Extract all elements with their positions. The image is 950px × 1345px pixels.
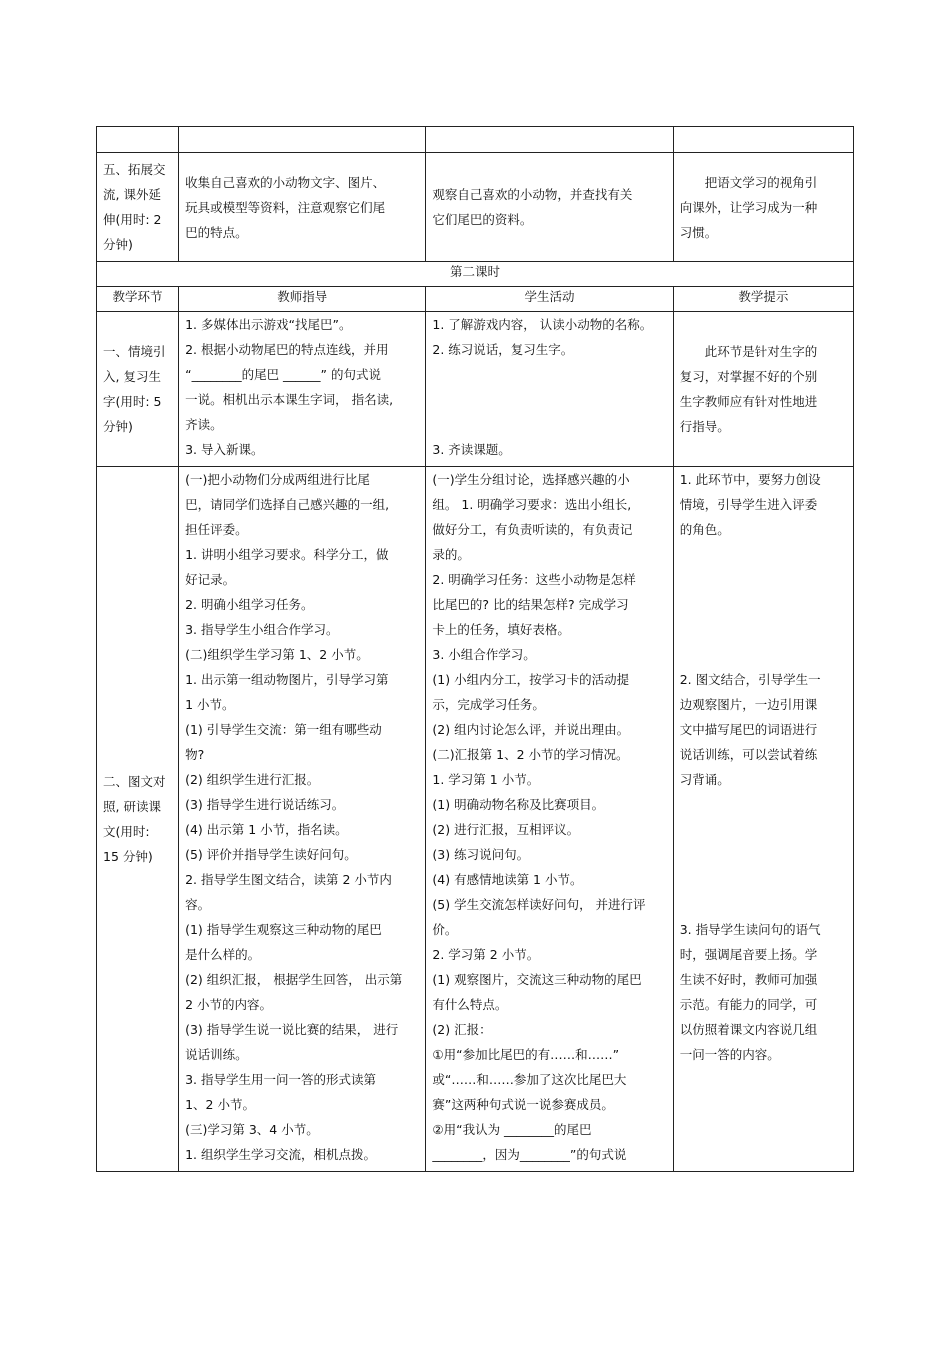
text-line: 行指导。 (679, 419, 730, 434)
text-line: 1. 了解游戏内容， 认读小动物的名称。 (432, 317, 653, 332)
teaching-tips-text (674, 166, 853, 249)
text-line: 3. 小组合作学习。 (432, 647, 536, 662)
text-line (680, 842, 847, 867)
text-line (680, 867, 847, 892)
text-line: 伸(用时: 2 (103, 212, 162, 227)
stage-text (97, 765, 178, 873)
student-cell (426, 312, 673, 467)
text-line: (三)学习第 3、4 小节。 (185, 1122, 319, 1137)
text-line: 做好分工，有负责听读的，有负责记 (432, 522, 633, 537)
text-line: (一)把小动物们分成两组进行比尾 (185, 472, 370, 487)
text-line: “________的尾巴 ______” 的句式说 (185, 367, 381, 382)
empty-top-row (97, 127, 854, 153)
text-line: 1. 组织学生学习交流，相机点拨。 (185, 1147, 376, 1162)
text-line: 文中描写尾巴的词语进行 (679, 722, 818, 737)
header-row (97, 287, 854, 312)
text-line: 五、拓展交 (103, 162, 166, 177)
lesson-2-title: 第二课时 (97, 262, 854, 287)
text-line (680, 567, 847, 592)
student-cell (426, 153, 673, 262)
text-line: 1. 讲明小组学习要求。科学分工，做 (185, 547, 389, 562)
text-line: 入, 复习生 (103, 369, 161, 384)
text-line: 时，强调尾音要上扬。学 (679, 947, 818, 962)
stage-text (97, 335, 178, 443)
text-line: 向课外，让学习成为一种 (679, 199, 818, 215)
text-line: 一、情境引 (103, 344, 166, 359)
text-line: (2) 组内讨论怎么评，并说出理由。 (432, 722, 630, 737)
empty-cell (673, 127, 853, 153)
text-line: (二)汇报第 1、2 小节的学习情况。 (432, 747, 629, 762)
text-line: 示范。有能力的同学，可 (679, 997, 818, 1012)
text-line: 字(用时: 5 (103, 394, 162, 409)
section-5-row (97, 153, 854, 262)
text-line: (4) 出示第 1 小节，指名读。 (185, 822, 348, 837)
text-line: 2. 明确小组学习任务。 (185, 597, 314, 612)
text-line: 说话训练。 (185, 1047, 248, 1062)
text-line: 比尾巴的? 比的结果怎样? 完成学习 (432, 597, 629, 612)
text-line: 15 分钟) (103, 849, 153, 864)
text-line: 2. 明确学习任务：这些小动物是怎样 (432, 572, 636, 587)
text-line: 习背诵。 (679, 772, 730, 787)
header-tips: 教学提示 (673, 287, 853, 312)
student-activity-text (426, 178, 672, 236)
text-line: 担任评委。 (185, 522, 248, 537)
text-line (680, 542, 847, 567)
student-activity-text (426, 467, 672, 1171)
empty-cell (97, 127, 179, 153)
text-line: ②用“我认为 ________的尾巴 (432, 1122, 592, 1137)
text-line: (一)学生分组讨论，选择感兴趣的小 (432, 472, 630, 487)
text-line: 物? (185, 747, 205, 762)
text-line: 或“……和……参加了这次比尾巴大 (432, 1072, 627, 1087)
text-line: (1) 引导学生交流：第一组有哪些动 (185, 722, 382, 737)
text-line: 是什么样的。 (185, 947, 261, 962)
text-line: (2) 汇报： (432, 1022, 492, 1037)
teacher-cell (179, 467, 426, 1172)
text-line: 1. 多媒体出示游戏“找尾巴”。 (185, 317, 352, 332)
text-line: (1) 指导学生观察这三种动物的尾巴 (185, 922, 382, 937)
text-line: (二)组织学生学习第 1、2 小节。 (185, 647, 369, 662)
text-line: 有什么特点。 (432, 997, 508, 1012)
student-cell (426, 467, 673, 1172)
text-line: 边观察图片，一边引用课 (679, 697, 818, 712)
section-1-row (97, 312, 854, 467)
text-line: 1. 学习第 1 小节。 (432, 772, 540, 787)
text-line: 说话训练，可以尝试着练 (679, 747, 818, 762)
text-line: (2) 组织汇报， 根据学生回答， 出示第 (185, 972, 403, 987)
text-line: 3. 指导学生读问句的语气 (679, 922, 821, 937)
text-line: 生字教师应有针对性地进 (679, 394, 818, 409)
text-line: 巴，请同学们选择自己感兴趣的一组, (185, 497, 390, 512)
text-line: 分钟) (103, 419, 133, 434)
text-line: (4) 有感情地读第 1 小节。 (432, 872, 583, 887)
tips-cell (673, 467, 853, 1172)
header-stage: 教学环节 (97, 287, 179, 312)
text-line: 的角色。 (679, 522, 730, 537)
text-line: 好记录。 (185, 572, 236, 587)
text-line: 价。 (432, 922, 458, 937)
text-line: 3. 指导学生小组合作学习。 (185, 622, 339, 637)
teacher-guidance-text (179, 312, 425, 466)
text-line (680, 617, 847, 642)
text-line: (1) 小组内分工，按学习卡的活动提 (432, 672, 630, 687)
text-line (680, 817, 847, 842)
text-line: 2. 学习第 2 小节。 (432, 947, 540, 962)
text-line (680, 642, 847, 667)
teacher-cell (179, 312, 426, 467)
stage-cell (97, 312, 179, 467)
text-line: 习惯。 (679, 224, 718, 240)
text-line: (2) 组织学生进行汇报。 (185, 772, 320, 787)
text-line: 1 小节。 (185, 697, 235, 712)
text-line: 齐读。 (185, 417, 223, 432)
text-line: 3. 指导学生用一问一答的形式读第 (185, 1072, 376, 1087)
text-line: 玩具或模型等资料，注意观察它们尾 (185, 199, 386, 215)
tips-cell (673, 153, 853, 262)
lesson-2-title-row (97, 262, 854, 287)
stage-cell (97, 467, 179, 1172)
text-line: 赛”这两种句式说一说参赛成员。 (432, 1097, 614, 1112)
text-line: 3. 齐读课题。 (432, 442, 511, 457)
teaching-tips-text (674, 467, 853, 1071)
text-line: (5) 学生交流怎样读好问句， 并进行评 (432, 897, 646, 912)
stage-text (97, 153, 178, 261)
stage-cell (97, 153, 179, 262)
text-line: ①用“参加比尾巴的有……和……” (432, 1047, 620, 1062)
text-line: 流, 课外延 (103, 187, 161, 202)
text-line: 此环节是针对生字的 (704, 344, 818, 359)
text-line: 生读不好时，教师可加强 (679, 972, 818, 987)
text-line: 一问一答的内容。 (679, 1047, 780, 1062)
text-line: 情境，引导学生进入评委 (679, 497, 818, 512)
text-line: 观察自己喜欢的小动物，并查找有关 (432, 187, 633, 202)
text-line: 2. 图文结合，引导学生一 (679, 672, 821, 687)
text-line (680, 592, 847, 617)
text-line: ________，因为________”的句式说 (432, 1147, 627, 1162)
empty-cell (179, 127, 426, 153)
text-line: (1) 明确动物名称及比赛项目。 (432, 797, 605, 812)
text-line: 2. 根据小动物尾巴的特点连线，并用 (185, 342, 389, 357)
empty-cell (426, 127, 673, 153)
teacher-guidance-text (179, 166, 425, 249)
text-line: 把语文学习的视角引 (704, 174, 818, 190)
lesson-plan-table (96, 126, 854, 1172)
student-activity-text (426, 312, 672, 466)
teacher-guidance-text (179, 467, 425, 1171)
section-2-row (97, 467, 854, 1172)
text-line: 2. 指导学生图文结合，读第 2 小节内 (185, 872, 392, 887)
text-line (432, 412, 666, 437)
teaching-tips-text (674, 335, 853, 443)
text-line (680, 892, 847, 917)
teacher-cell (179, 153, 426, 262)
text-line: 录的。 (432, 547, 470, 562)
text-line: 复习，对掌握不好的个别 (679, 369, 818, 384)
text-line: 3. 导入新课。 (185, 442, 264, 457)
text-line: 分钟) (103, 237, 133, 252)
text-line: (1) 观察图片，交流这三种动物的尾巴 (432, 972, 642, 987)
text-line: 文(用时: (103, 824, 150, 839)
text-line: 它们尾巴的资料。 (432, 212, 533, 227)
text-line: 容。 (185, 897, 211, 912)
text-line: 以仿照着课文内容说几组 (679, 1022, 818, 1037)
text-line: 巴的特点。 (185, 224, 248, 240)
text-line: 1. 出示第一组动物图片，引导学习第 (185, 672, 389, 687)
text-line (680, 792, 847, 817)
text-line: (3) 指导学生进行说话练习。 (185, 797, 345, 812)
text-line (432, 362, 666, 387)
text-line: 组。 1. 明确学习要求：选出小组长, (432, 497, 632, 512)
text-line: 收集自己喜欢的小动物文字、图片、 (185, 174, 386, 190)
text-line: (2) 进行汇报，互相评议。 (432, 822, 580, 837)
text-line (432, 387, 666, 412)
text-line: 2. 练习说话，复习生字。 (432, 342, 574, 357)
tips-cell (673, 312, 853, 467)
text-line: 2 小节的内容。 (185, 997, 273, 1012)
text-line: 二、图文对 (103, 774, 166, 789)
text-line: 示，完成学习任务。 (432, 697, 545, 712)
text-line: 1、2 小节。 (185, 1097, 255, 1112)
header-student: 学生活动 (426, 287, 673, 312)
text-line: 一说。相机出示本课生字词， 指名读, (185, 392, 394, 407)
header-teacher: 教师指导 (179, 287, 426, 312)
text-line: (3) 指导学生说一说比赛的结果， 进行 (185, 1022, 399, 1037)
text-line: (5) 评价并指导学生读好问句。 (185, 847, 357, 862)
text-line: 照, 研读课 (103, 799, 161, 814)
text-line: (3) 练习说问句。 (432, 847, 530, 862)
text-line: 卡上的任务，填好表格。 (432, 622, 570, 637)
text-line: 1. 此环节中，要努力创设 (679, 472, 821, 487)
